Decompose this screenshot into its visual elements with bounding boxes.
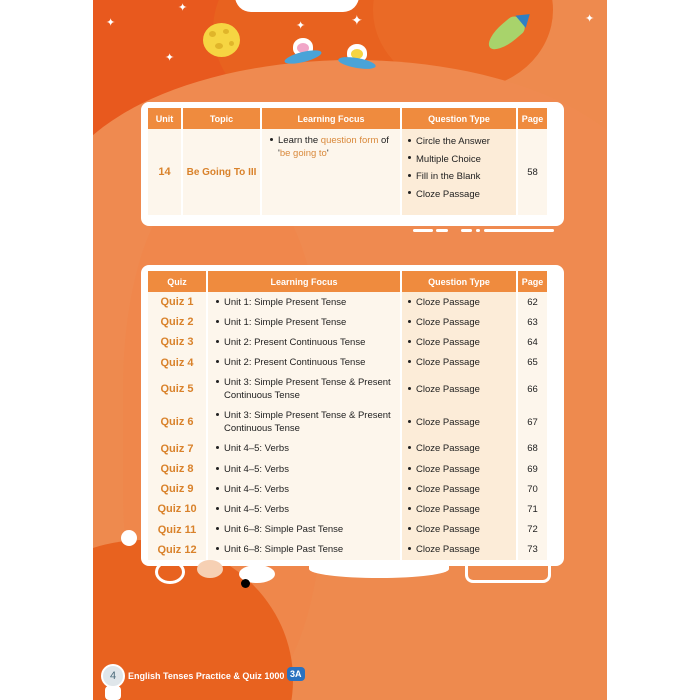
- dash-decoration: [484, 229, 554, 232]
- quiz-label: Quiz 10: [148, 499, 206, 519]
- table-row: [148, 292, 547, 312]
- page-number: 63: [518, 312, 547, 332]
- dash-decoration: [461, 229, 472, 232]
- unit-number: 14: [148, 129, 181, 215]
- question-type: Cloze Passage: [402, 312, 516, 332]
- col-header-question-type: Question Type: [402, 271, 516, 292]
- quiz-label: Quiz 6: [148, 406, 206, 439]
- bullet-icon: [408, 340, 411, 343]
- star-icon: ✦: [165, 52, 175, 64]
- table-row: [148, 479, 547, 499]
- quiz-label: Quiz 3: [148, 332, 206, 352]
- col-header-question-type: Question Type: [402, 108, 516, 129]
- page-number-astronaut: 4: [101, 664, 125, 688]
- question-type: Cloze Passage: [402, 292, 516, 312]
- learning-focus: Unit 2: Present Continuous Tense: [208, 332, 400, 352]
- bullet-icon: [408, 387, 411, 390]
- book-title: English Tenses Practice & Quiz 1000: [128, 671, 285, 681]
- page-number: 71: [518, 499, 547, 519]
- quiz-label: Quiz 8: [148, 459, 206, 479]
- ufo-yellow-alien-icon: [338, 44, 376, 74]
- bump-decoration: [155, 560, 185, 584]
- bullet-icon: [216, 446, 219, 449]
- astronaut-body-icon: [105, 686, 121, 700]
- question-type: Cloze Passage: [402, 459, 516, 479]
- bullet-icon: [408, 420, 411, 423]
- table-row: [148, 373, 547, 406]
- bump-decoration: [309, 560, 449, 578]
- quiz-label: Quiz 5: [148, 373, 206, 406]
- bullet-icon: [216, 527, 219, 530]
- highlight-be-going-to: be going to: [279, 148, 327, 159]
- bullet-icon: [270, 138, 273, 141]
- page-number: 65: [518, 353, 547, 373]
- cloud-decoration: [235, 0, 359, 12]
- page-number: 64: [518, 332, 547, 352]
- learning-focus: Unit 4–5: Verbs: [208, 499, 400, 519]
- bullet-icon: [408, 320, 411, 323]
- bump-decoration: [465, 560, 551, 583]
- table-row: [148, 406, 547, 439]
- question-types: [402, 129, 516, 215]
- star-icon: ✦: [178, 2, 188, 14]
- dash-decoration: [476, 229, 480, 232]
- bullet-icon: [408, 300, 411, 303]
- question-type-item: Fill in the Blank: [408, 168, 516, 186]
- bullet-icon: [408, 446, 411, 449]
- ufo-pink-alien-icon: [284, 38, 322, 68]
- col-header-page: Page: [518, 108, 547, 129]
- table-row: [148, 520, 547, 540]
- bump-decoration: [197, 560, 223, 578]
- unit-topic: Be Going To III: [183, 129, 260, 215]
- table-row: [148, 499, 547, 519]
- learning-focus: Unit 2: Present Continuous Tense: [208, 353, 400, 373]
- bullet-icon: [216, 487, 219, 490]
- bullet-icon: [216, 340, 219, 343]
- page-number: 73: [518, 540, 547, 560]
- bullet-icon: [216, 380, 219, 383]
- bullet-icon: [408, 507, 411, 510]
- page-number: 69: [518, 459, 547, 479]
- learning-focus: Unit 4–5: Verbs: [208, 479, 400, 499]
- question-type-item: Circle the Answer: [408, 133, 516, 151]
- dot-decoration: [241, 579, 250, 588]
- learning-focus: Unit 3: Simple Present Tense & Present Continuous Tense: [208, 406, 400, 439]
- learning-focus: Unit 3: Simple Present Tense & Present Continuous Tense: [208, 373, 400, 406]
- page-number: 62: [518, 292, 547, 312]
- quiz-label: Quiz 4: [148, 353, 206, 373]
- highlight-question-form: question form: [320, 135, 379, 146]
- page-number: 72: [518, 520, 547, 540]
- table-row: [148, 332, 547, 352]
- bullet-icon: [216, 320, 219, 323]
- question-type: Cloze Passage: [402, 353, 516, 373]
- quiz-table-card: [141, 265, 564, 566]
- page-number: 66: [518, 373, 547, 406]
- question-type-item: Cloze Passage: [408, 186, 516, 204]
- quiz-label: Quiz 9: [148, 479, 206, 499]
- bullet-icon: [408, 360, 411, 363]
- quiz-label: Quiz 1: [148, 292, 206, 312]
- star-icon: ✦: [351, 12, 363, 28]
- bullet-icon: [216, 360, 219, 363]
- learning-focus: Unit 1: Simple Present Tense: [208, 292, 400, 312]
- star-icon: ✦: [585, 13, 595, 25]
- bullet-icon: [408, 467, 411, 470]
- level-badge: 3A: [287, 667, 305, 681]
- question-type: Cloze Passage: [402, 540, 516, 560]
- bullet-icon: [216, 467, 219, 470]
- unit-table: [146, 108, 549, 215]
- bullet-icon: [216, 300, 219, 303]
- bullet-icon: [408, 487, 411, 490]
- bullet-icon: [216, 547, 219, 550]
- moon-icon: [203, 23, 240, 57]
- page-number: 58: [518, 129, 547, 215]
- table-row: [148, 459, 547, 479]
- quiz-table: [146, 271, 549, 560]
- dash-decoration: [413, 229, 433, 232]
- learning-focus: Unit 6–8: Simple Past Tense: [208, 540, 400, 560]
- question-type: Cloze Passage: [402, 373, 516, 406]
- bullet-icon: [408, 527, 411, 530]
- learning-focus: Unit 4–5: Verbs: [208, 459, 400, 479]
- question-type: Cloze Passage: [402, 439, 516, 459]
- quiz-label: Quiz 7: [148, 439, 206, 459]
- question-type: Cloze Passage: [402, 479, 516, 499]
- learning-focus: Unit 6–8: Simple Past Tense: [208, 520, 400, 540]
- table-row: [148, 129, 547, 215]
- question-type: Cloze Passage: [402, 499, 516, 519]
- star-icon: ✦: [106, 17, 116, 29]
- col-header-unit: Unit: [148, 108, 181, 129]
- col-header-page: Page: [518, 271, 547, 292]
- quiz-label: Quiz 2: [148, 312, 206, 332]
- unit-table-card: [141, 102, 564, 226]
- table-row: [148, 540, 547, 560]
- question-type-item: Multiple Choice: [408, 151, 516, 169]
- page-number: 68: [518, 439, 547, 459]
- learning-focus: Unit 1: Simple Present Tense: [208, 312, 400, 332]
- col-header-learning-focus: Learning Focus: [208, 271, 400, 292]
- question-type: Cloze Passage: [402, 520, 516, 540]
- col-header-quiz: Quiz: [148, 271, 206, 292]
- page-number: 70: [518, 479, 547, 499]
- learning-focus: Learn the question form of 'be going to': [262, 129, 400, 215]
- quiz-label: Quiz 11: [148, 520, 206, 540]
- page-number: 67: [518, 406, 547, 439]
- question-type: Cloze Passage: [402, 332, 516, 352]
- table-row: [148, 312, 547, 332]
- col-header-topic: Topic: [183, 108, 260, 129]
- quiz-label: Quiz 12: [148, 540, 206, 560]
- star-icon: ✦: [296, 20, 306, 32]
- learning-focus: Unit 4–5: Verbs: [208, 439, 400, 459]
- bullet-icon: [216, 413, 219, 416]
- bump-decoration: [121, 530, 137, 546]
- bullet-icon: [408, 547, 411, 550]
- question-type: Cloze Passage: [402, 406, 516, 439]
- bullet-icon: [216, 507, 219, 510]
- table-row: [148, 439, 547, 459]
- dash-decoration: [436, 229, 448, 232]
- col-header-learning-focus: Learning Focus: [262, 108, 400, 129]
- book-page: [93, 0, 607, 700]
- table-row: [148, 353, 547, 373]
